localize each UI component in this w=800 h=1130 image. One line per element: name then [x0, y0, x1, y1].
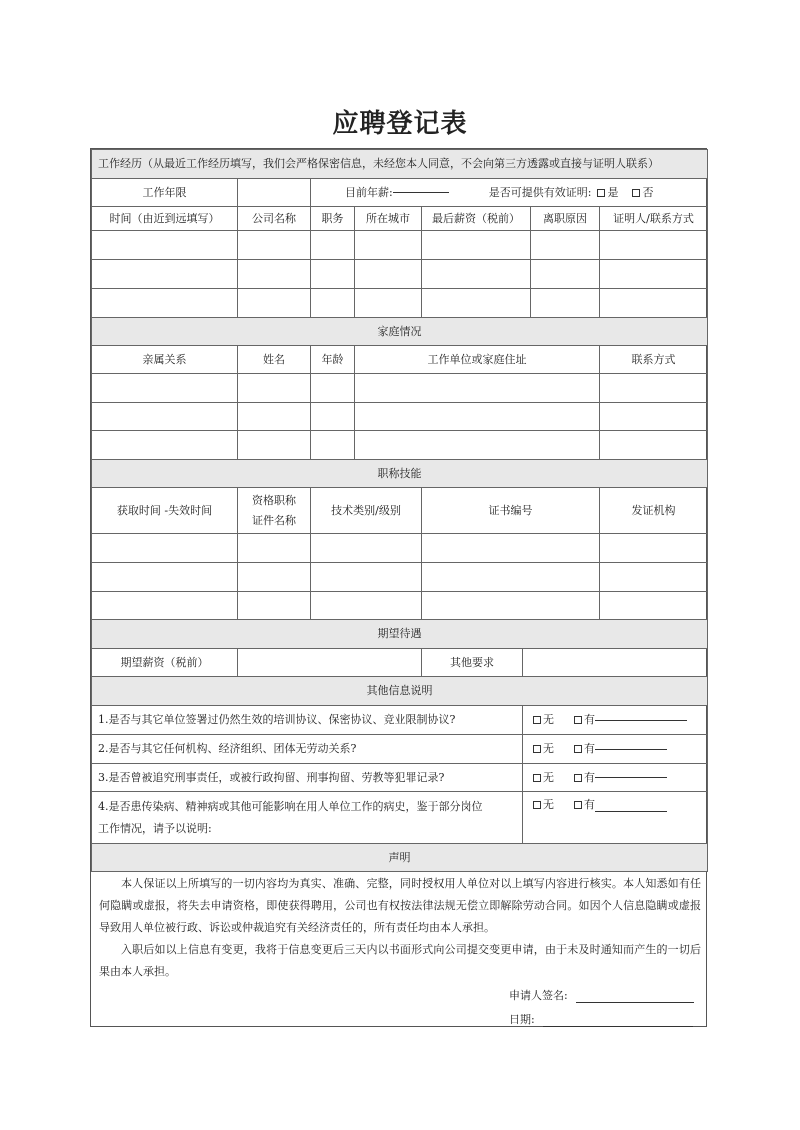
date-row	[509, 1011, 693, 1027]
work-salary-row	[310, 178, 708, 207]
question-2-yes-checkbox[interactable]	[574, 745, 582, 753]
no-label: 无	[543, 798, 554, 811]
family-column-header: 姓名	[237, 345, 311, 374]
skills-table-cell[interactable]	[421, 562, 600, 592]
no-label: 无	[543, 742, 554, 755]
work-table-cell[interactable]	[91, 288, 238, 318]
work-column-header: 证明人/联系方式	[599, 206, 708, 231]
current-salary-label: 目前年薪:	[345, 185, 393, 199]
question-4-line2: 工作情况，请予以说明:	[98, 821, 212, 835]
other-requirements-input[interactable]	[522, 648, 708, 677]
question-1-no-checkbox[interactable]	[533, 716, 541, 724]
date-label: 日期:	[509, 1013, 535, 1026]
work-column-header: 时间（由近到远填写）	[91, 206, 238, 231]
cert-title-line1: 资格职称	[252, 493, 296, 507]
yes-label: 有	[584, 770, 595, 784]
work-table-cell[interactable]	[354, 259, 422, 289]
question-1-yes-checkbox[interactable]	[574, 716, 582, 724]
family-column-header: 年龄	[310, 345, 355, 374]
family-column-header: 亲属关系	[91, 345, 238, 374]
skills-table-cell[interactable]	[237, 562, 311, 592]
work-table-cell[interactable]	[421, 230, 531, 260]
declaration-paragraph-1: 本人保证以上所填写的一切内容均为真实、准确、完整，同时授权用人单位对以上填写内容进行核实。本人知悉如有任何隐瞒或虚报，将失去申请资格，即使获得聘用，公司也有权按法律法规无偿立即解除劳动合同。如因个人信息隐瞒或虚报导致用人单位被行政、诉讼或仲裁追究有关经济责任的，所有责任均由本人承担。	[99, 877, 701, 934]
question-1-detail-field[interactable]	[595, 720, 687, 721]
work-table-cell[interactable]	[237, 259, 311, 289]
skills-table-cell[interactable]	[599, 591, 708, 620]
question-2-no-checkbox[interactable]	[533, 745, 541, 753]
work-table-cell[interactable]	[421, 288, 531, 318]
skills-table-cell[interactable]	[310, 591, 422, 620]
proof-question: 是否可提供有效证明:	[488, 185, 592, 199]
cert-title-line2: 证件名称	[252, 513, 296, 527]
work-table-cell[interactable]	[599, 288, 708, 318]
family-table-cell[interactable]	[91, 402, 238, 431]
family-table-cell[interactable]	[310, 373, 355, 403]
question-3-answer	[522, 763, 708, 792]
work-table-cell[interactable]	[91, 230, 238, 260]
work-table-cell[interactable]	[421, 259, 531, 289]
question-4-no-checkbox[interactable]	[533, 801, 541, 809]
section-header-work: 工作经历（从最近工作经历填写，我们会严格保密信息，未经您本人同意，不会向第三方透露或直接与证明人联系）	[91, 149, 708, 179]
date-field[interactable]	[543, 1026, 693, 1027]
work-table-cell[interactable]	[530, 230, 600, 260]
skills-table-cell[interactable]	[237, 591, 311, 620]
work-table-cell[interactable]	[91, 259, 238, 289]
work-table-cell[interactable]	[310, 230, 355, 260]
skills-col-category: 技术类别/级别	[310, 487, 422, 534]
skills-col-number: 证书编号	[421, 487, 600, 534]
skills-table-cell[interactable]	[599, 533, 708, 563]
question-4	[91, 791, 523, 844]
section-header-skills: 职称技能	[91, 459, 708, 488]
family-table-cell[interactable]	[354, 402, 600, 431]
signature-field[interactable]	[576, 1002, 694, 1003]
question-4-line1: 4.是否患传染病、精神病或其他可能影响在用人单位工作的病史，鉴于部分岗位	[98, 799, 483, 813]
family-table-cell[interactable]	[354, 373, 600, 403]
application-form	[90, 148, 707, 1027]
work-years-input[interactable]	[237, 178, 311, 207]
family-table-cell[interactable]	[91, 430, 238, 460]
question-3: 3.是否曾被追究刑事责任，或被行政拘留、刑事拘留、劳教等犯罪记录?	[91, 763, 523, 792]
work-table-cell[interactable]	[237, 230, 311, 260]
yes-label: 有	[584, 798, 595, 811]
work-column-header: 离职原因	[530, 206, 600, 231]
question-2-detail-field[interactable]	[595, 749, 667, 750]
page-title: 应聘登记表	[332, 109, 468, 139]
yes-label: 有	[584, 713, 595, 726]
section-header-declaration: 声明	[91, 843, 708, 872]
family-table-cell[interactable]	[354, 430, 600, 460]
work-table-cell[interactable]	[530, 288, 600, 318]
family-table-cell[interactable]	[237, 430, 311, 460]
expected-salary-label: 期望薪资（税前）	[91, 648, 238, 677]
question-4-detail-field[interactable]	[595, 811, 667, 812]
question-4-yes-checkbox[interactable]	[574, 801, 582, 809]
skills-table-cell[interactable]	[310, 533, 422, 563]
skills-table-cell[interactable]	[421, 533, 600, 563]
question-1: 1.是否与其它单位签署过仍然生效的培训协议、保密协议、竞业限制协议?	[91, 705, 523, 735]
skills-table-cell[interactable]	[91, 591, 238, 620]
work-table-cell[interactable]	[599, 259, 708, 289]
section-header-family: 家庭情况	[91, 317, 708, 346]
question-3-yes-checkbox[interactable]	[574, 774, 582, 782]
proof-no-checkbox[interactable]	[632, 189, 640, 197]
section-header-other: 其他信息说明	[91, 676, 708, 706]
question-1-answer	[522, 705, 708, 735]
skills-table-cell[interactable]	[310, 562, 422, 592]
skills-table-cell[interactable]	[421, 591, 600, 620]
family-table-cell[interactable]	[237, 373, 311, 403]
declaration-text	[99, 873, 701, 983]
work-table-cell[interactable]	[310, 259, 355, 289]
question-2-answer	[522, 734, 708, 764]
proof-yes-checkbox[interactable]	[597, 189, 605, 197]
family-table-cell[interactable]	[599, 373, 708, 403]
proof-no-label: 否	[642, 185, 654, 199]
family-table-cell[interactable]	[599, 430, 708, 460]
work-table-cell[interactable]	[354, 288, 422, 318]
work-years-label: 工作年限	[91, 178, 238, 207]
work-column-header: 所在城市	[354, 206, 422, 231]
skills-table-cell[interactable]	[91, 562, 238, 592]
section-header-expect: 期望待遇	[91, 619, 708, 649]
skills-col-cert	[237, 487, 311, 534]
yes-label: 有	[584, 742, 595, 755]
work-table-cell[interactable]	[530, 259, 600, 289]
current-salary-field[interactable]	[393, 192, 449, 193]
skills-table-cell[interactable]	[599, 562, 708, 592]
work-table-cell[interactable]	[599, 230, 708, 260]
signature-label: 申请人签名:	[509, 989, 568, 1002]
skills-col-time: 获取时间 -失效时间	[91, 487, 238, 534]
work-column-header: 最后薪资（税前）	[421, 206, 531, 231]
family-table-cell[interactable]	[91, 373, 238, 403]
work-column-header: 公司名称	[237, 206, 311, 231]
work-table-cell[interactable]	[354, 230, 422, 260]
question-3-no-checkbox[interactable]	[533, 774, 541, 782]
question-2: 2.是否与其它任何机构、经济组织、团体无劳动关系?	[91, 734, 523, 764]
work-table-cell[interactable]	[237, 288, 311, 318]
signature-row	[509, 987, 694, 1003]
question-3-detail-field[interactable]	[595, 777, 667, 778]
family-column-header: 工作单位或家庭住址	[354, 345, 600, 374]
family-column-header: 联系方式	[599, 345, 708, 374]
skills-col-issuer: 发证机构	[599, 487, 708, 534]
work-column-header: 职务	[310, 206, 355, 231]
no-label: 无	[543, 770, 554, 784]
proof-yes-label: 是	[607, 185, 619, 199]
skills-table-cell[interactable]	[91, 533, 238, 563]
family-table-cell[interactable]	[599, 402, 708, 431]
other-requirements-label: 其他要求	[421, 648, 523, 677]
family-table-cell[interactable]	[237, 402, 311, 431]
skills-table-cell[interactable]	[237, 533, 311, 563]
family-table-cell[interactable]	[310, 430, 355, 460]
expected-salary-input[interactable]	[237, 648, 422, 677]
no-label: 无	[543, 713, 554, 726]
question-4-answer	[522, 791, 708, 844]
declaration-paragraph-2: 入职后如以上信息有变更，我将于信息变更后三天内以书面形式向公司提交变更申请，由于未及时通知而产生的一切后果由本人承担。	[99, 943, 701, 978]
work-table-cell[interactable]	[310, 288, 355, 318]
family-table-cell[interactable]	[310, 402, 355, 431]
